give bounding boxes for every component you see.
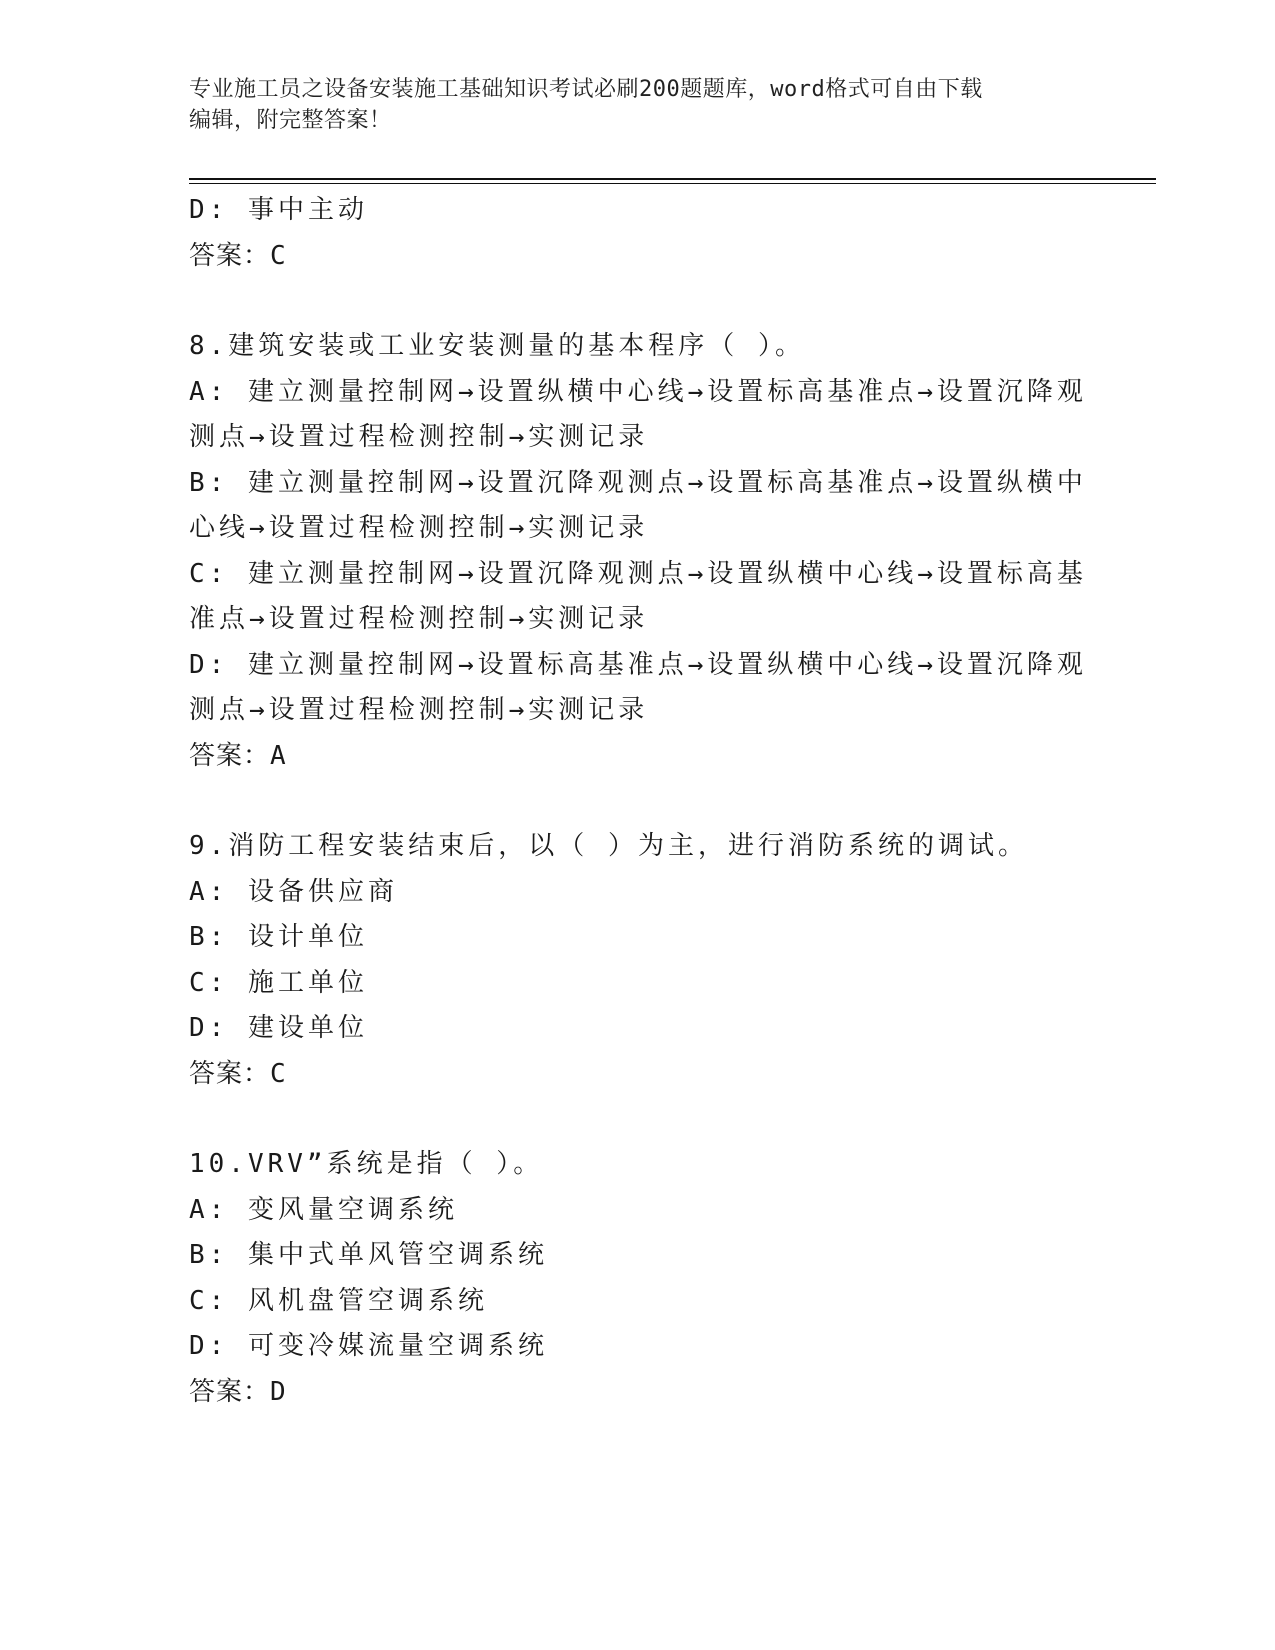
question-10	[189, 1142, 1089, 1415]
spacer	[189, 1097, 1089, 1142]
option-a: A: 设备供应商	[189, 876, 398, 907]
spacer	[189, 279, 1089, 324]
document-header	[189, 74, 1069, 136]
option-c: C: 风机盘管空调系统	[189, 1285, 488, 1316]
option-c: C: 建立测量控制网→设置沉降观测点→设置纵横中心线→设置标高基	[189, 558, 1087, 589]
option-d: D: 可变冷媒流量空调系统	[189, 1331, 548, 1361]
option-d: D: 建立测量控制网→设置标高基准点→设置纵横中心线→设置沉降观	[189, 649, 1087, 680]
option-c-cont: 准点→设置过程检测控制→实测记录	[189, 604, 649, 634]
option-b: B: 集中式单风管空调系统	[189, 1240, 548, 1270]
option-c: C: 施工单位	[189, 967, 368, 998]
question-stem: 10.VRV”系统是指（ ）。	[189, 1149, 544, 1179]
question-stem: 8.建筑安装或工业安装测量的基本程序（ ）。	[189, 331, 805, 361]
option-a: A: 变风量空调系统	[189, 1194, 458, 1225]
question-stem: 9.消防工程安装结束后，以（ ）为主，进行消防系统的调试。	[189, 831, 1028, 861]
question-8	[189, 324, 1089, 779]
question-content	[189, 188, 1089, 1415]
option-b: B: 建立测量控制网→设置沉降观测点→设置标高基准点→设置纵横中	[189, 467, 1087, 498]
answer-line: 答案：C	[189, 240, 287, 271]
option-a-cont: 测点→设置过程检测控制→实测记录	[189, 422, 649, 452]
answer-line: 答案：C	[189, 1058, 287, 1089]
option-d-cont: 测点→设置过程检测控制→实测记录	[189, 695, 649, 725]
answer-line: 答案：A	[189, 740, 287, 771]
option-d: D: 建设单位	[189, 1013, 368, 1043]
question-9	[189, 824, 1089, 1097]
header-title-line1: 专业施工员之设备安装施工基础知识考试必刷200题题库，word格式可自由下载	[189, 77, 983, 102]
answer-line: 答案：D	[189, 1376, 287, 1407]
header-title-line2: 编辑，附完整答案！	[189, 108, 392, 133]
header-divider-thin	[189, 183, 1156, 184]
option-d: D: 事中主动	[189, 195, 368, 225]
option-a: A: 建立测量控制网→设置纵横中心线→设置标高基准点→设置沉降观	[189, 376, 1087, 407]
option-b-cont: 心线→设置过程检测控制→实测记录	[189, 513, 649, 543]
option-b: B: 设计单位	[189, 922, 368, 952]
prev-question-tail	[189, 188, 1089, 279]
header-divider-thick	[189, 178, 1156, 180]
spacer	[189, 779, 1089, 824]
